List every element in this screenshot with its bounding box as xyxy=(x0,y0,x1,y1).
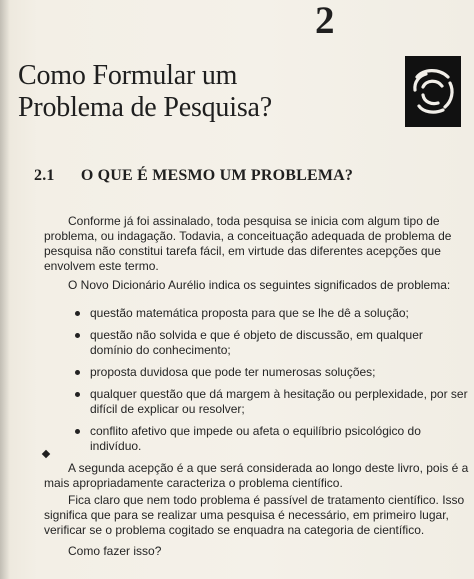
section-number: 2.1 xyxy=(34,167,55,184)
list-item: questão matemática proposta para que se lhe dê a solução; xyxy=(58,306,468,321)
paragraph-scientific-treatment xyxy=(44,493,474,538)
chapter-number: 2 xyxy=(315,0,335,42)
chapter-logo-icon xyxy=(405,56,461,127)
section-title: O QUE É MESMO UM PROBLEMA? xyxy=(80,167,354,184)
paragraph-dictionary: O Novo Dicionário Aurélio indica os seguintes significados de problema: xyxy=(68,278,451,292)
chapter-title-line-1: Como Formular um xyxy=(18,60,238,91)
chapter-title xyxy=(18,60,378,125)
page-edge-shadow xyxy=(0,0,10,579)
list-item: conflito afetivo que impede ou afeta o equilíbrio psicológico do indivíduo. xyxy=(58,424,468,454)
list-item: questão não solvida e que é objeto de discussão, em qualquer domínio do conhecimento; xyxy=(58,328,468,358)
paragraph-scientific-treatment-text: Fica claro que nem todo problema é passível de tratamento científico. Isso significa que para se realizar uma pesquisa é necessário, em primeiro lugar, verificar se o problema cogitado se enquadra na categoria de científico. xyxy=(44,493,465,537)
paragraph-second-meaning xyxy=(44,461,474,491)
list-item: proposta duvidosa que pode ter numerosas soluções; xyxy=(58,365,468,380)
chapter-title-line-2: Problema de Pesquisa? xyxy=(18,92,272,124)
paragraph-question: Como fazer isso? xyxy=(68,544,162,558)
definitions-list xyxy=(58,306,468,461)
list-item: qualquer questão que dá margem à hesitação ou perplexidade, por ser difícil de explicar ou resolver; xyxy=(58,387,468,417)
paragraph-second-meaning-text: A segunda acepção é a que será considerada ao longo deste livro, pois é a mais apropriadamente caracteriza o problema científico. xyxy=(44,461,469,490)
paragraph-intro-text: Conforme já foi assinalado, toda pesquisa se inicia com algum tipo de problema, ou indagação. Todavia, a conceituação adequada de problema de pesquisa não constitui tarefa fácil, em virtude das diferentes acepções que envolvem este termo. xyxy=(44,214,452,273)
section-heading xyxy=(34,167,454,185)
paragraph-intro xyxy=(44,214,474,274)
